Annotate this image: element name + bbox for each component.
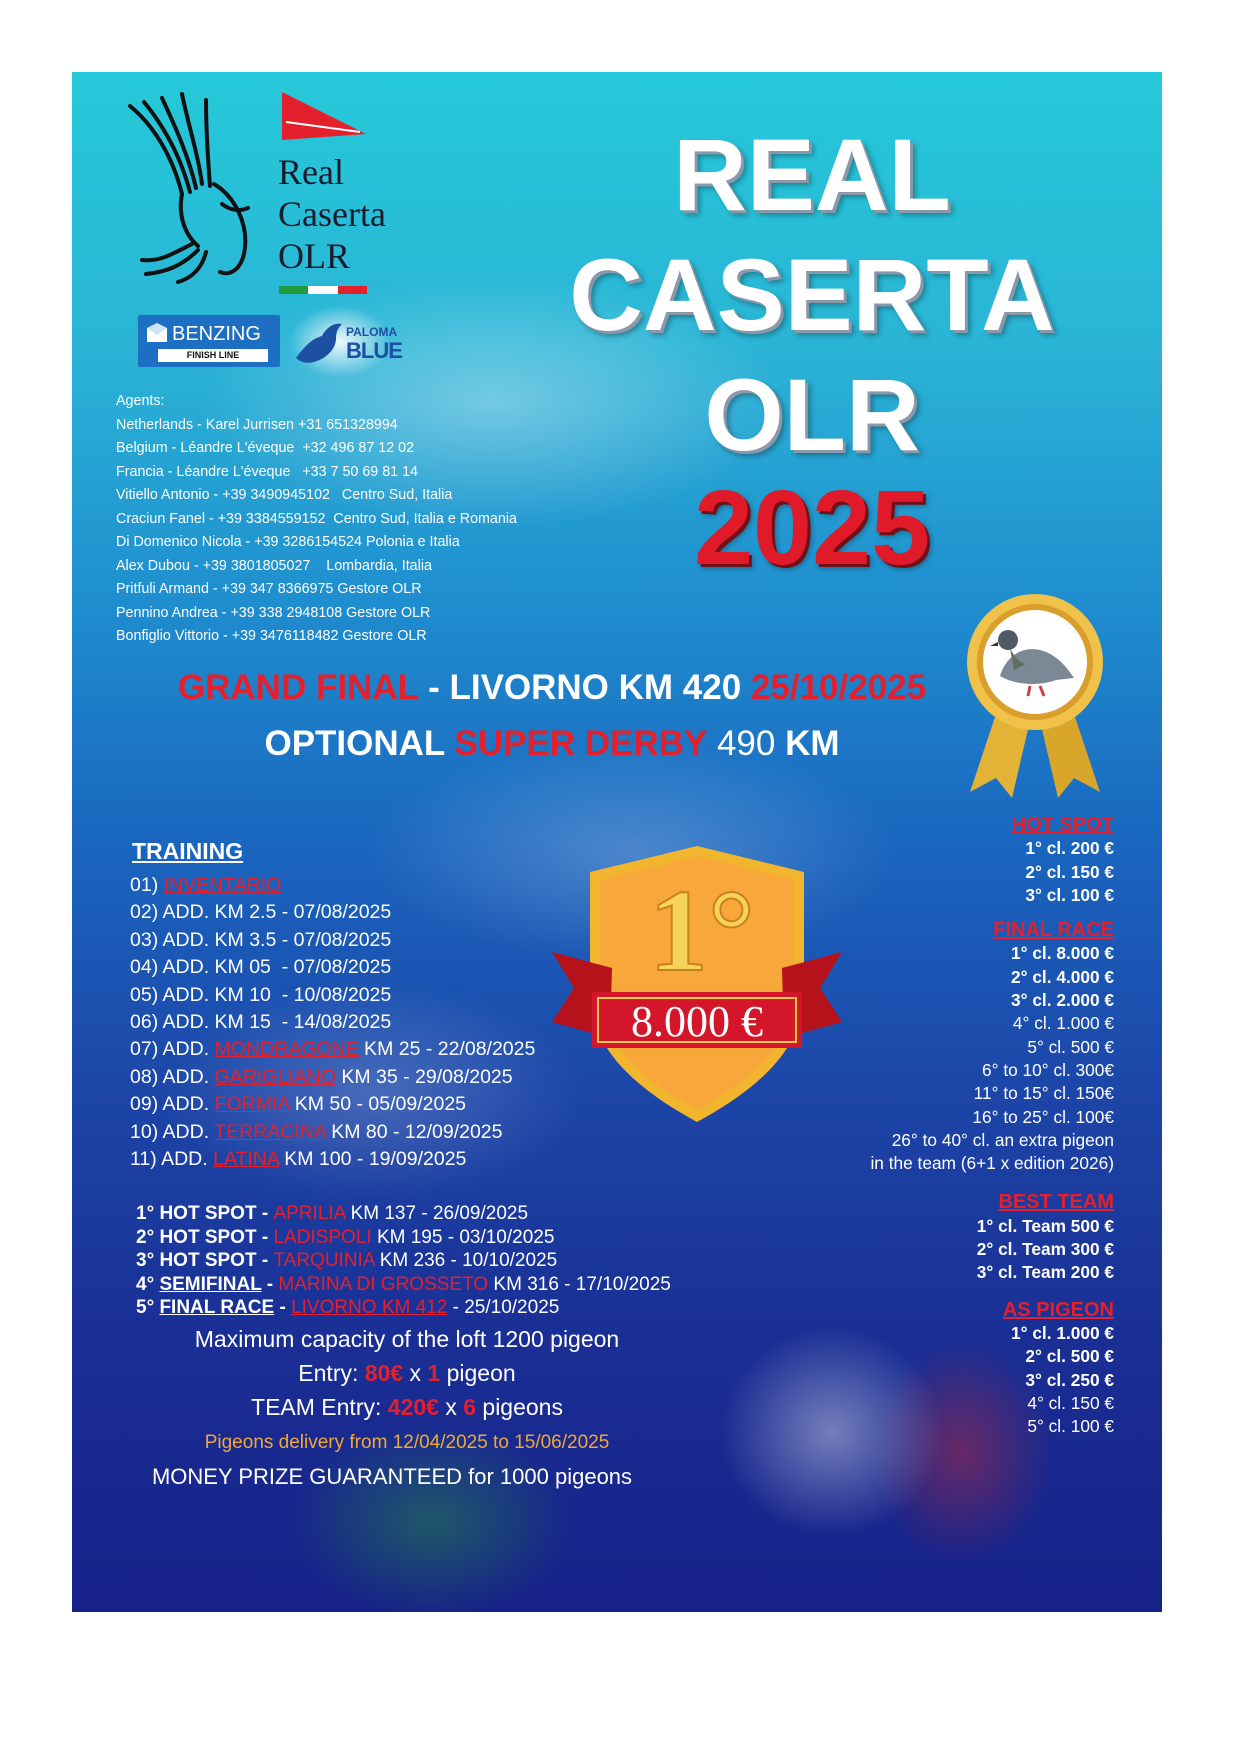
entry-price: 80€ xyxy=(364,1360,404,1386)
training-item-red: MONDRAGONE xyxy=(214,1038,359,1061)
badge-rank: 1° xyxy=(648,865,756,996)
as-pigeon-prize-row: 3° cl. 250 € xyxy=(1025,1369,1114,1390)
final-race-prize-row: 5° cl. 500 € xyxy=(1027,1036,1114,1057)
optional-derby-line xyxy=(112,724,992,764)
training-item-pre: 05) ADD. KM 10 - 10/08/2025 xyxy=(130,983,392,1006)
as-pigeon-prize-row: 5° cl. 100 € xyxy=(1027,1416,1114,1437)
title-caserta: CASERTA xyxy=(569,238,1055,352)
race-num: 5° xyxy=(136,1297,160,1318)
grand-final-label: GRAND FINAL xyxy=(177,668,419,707)
as-pigeon-prize-row: 2° cl. 500 € xyxy=(1025,1346,1114,1367)
title-real: REAL xyxy=(673,118,951,232)
final-race-prize-row: 16° to 25° cl. 100€ xyxy=(972,1106,1114,1127)
training-list xyxy=(130,872,535,1173)
race-rest: - 25/10/2025 xyxy=(447,1297,560,1318)
training-item-pre: 02) ADD. KM 2.5 - 07/08/2025 xyxy=(130,901,392,924)
logo-text-real: Real xyxy=(278,152,344,192)
training-item-pre: 01) xyxy=(130,874,164,896)
final-race-prize-row: in the team (6+1 x edition 2026) xyxy=(870,1153,1114,1174)
prize-table xyxy=(784,814,1114,1438)
best-team-prize-row: 1° cl. Team 500 € xyxy=(976,1215,1114,1236)
training-item xyxy=(130,1119,535,1146)
training-item xyxy=(130,1009,535,1036)
paloma-blue-logo xyxy=(284,302,402,382)
training-item-post: KM 80 - 12/09/2025 xyxy=(325,1120,503,1143)
race-label: HOT SPOT xyxy=(159,1203,257,1224)
agent-entry: Bonfiglio Vittorio - +39 3476118482 Gestore OLR xyxy=(116,628,427,644)
as-pigeon-heading: AS PIGEON xyxy=(1002,1298,1114,1321)
flag-icon xyxy=(280,92,370,142)
training-item xyxy=(130,899,535,926)
training-item-post: KM 100 - 19/09/2025 xyxy=(278,1148,467,1171)
team-price: 420€ xyxy=(387,1394,439,1420)
agent-entry: Craciun Fanel - +39 3384559152 Centro Sud, Italia e Romania xyxy=(116,510,517,527)
best-team-prize-row: 2° cl. Team 300 € xyxy=(976,1239,1114,1260)
training-item-red: LATINA xyxy=(213,1148,279,1171)
as-pigeon-prize-row: 1° cl. 1.000 € xyxy=(1011,1322,1114,1343)
final-race-prize-row: 3° cl. 2.000 € xyxy=(1011,990,1114,1011)
training-item-pre: 10) ADD. xyxy=(130,1120,215,1143)
final-race-prize-row: 4° cl. 1.000 € xyxy=(1012,1013,1114,1034)
race-item xyxy=(136,1226,671,1250)
pigeon-icon xyxy=(292,314,348,370)
final-race-prize-row: 6° to 10° cl. 300€ xyxy=(982,1059,1114,1080)
race-sep: - xyxy=(261,1273,279,1295)
training-item-post: KM 25 - 22/08/2025 xyxy=(358,1038,536,1061)
super-derby-unit: KM xyxy=(785,724,840,763)
prize-guarantee: MONEY PRIZE GUARANTEED for 1000 pigeons xyxy=(151,1464,633,1489)
race-num: 3° xyxy=(136,1250,160,1271)
team-qty: 6 xyxy=(463,1394,477,1420)
training-item-pre: 06) ADD. KM 15 - 14/08/2025 xyxy=(130,1011,392,1034)
training-item xyxy=(130,1146,535,1173)
agent-entry: Pritfuli Armand - +39 347 8366975 Gestore OLR xyxy=(116,581,422,597)
training-item-pre: 07) ADD. xyxy=(130,1038,215,1061)
agent-entry: Vitiello Antonio - +39 3490945102 Centro Sud, Italia xyxy=(116,487,453,503)
race-label: SEMIFINAL xyxy=(159,1273,262,1295)
best-team-prize-row: 3° cl. Team 200 € xyxy=(976,1262,1114,1283)
race-sep: - xyxy=(256,1203,274,1224)
training-item-pre: 11) ADD. xyxy=(130,1148,214,1171)
race-num: 1° xyxy=(136,1203,160,1224)
training-item xyxy=(130,1091,535,1118)
entry-pre: Entry: xyxy=(298,1360,365,1386)
hot-spot-prize-row: 2° cl. 150 € xyxy=(1025,861,1114,882)
training-item-pre: 04) ADD. KM 05 - 07/08/2025 xyxy=(130,956,392,979)
super-derby-label: SUPER DERBY xyxy=(454,724,708,763)
hot-spot-prize-row: 1° cl. 200 € xyxy=(1025,838,1114,859)
race-sep: - xyxy=(274,1297,292,1318)
training-item-red: GARIGLIANO xyxy=(214,1065,336,1088)
agent-entry: Netherlands - Karel Jurrisen +31 651328994 xyxy=(116,416,398,433)
training-item xyxy=(130,982,535,1009)
race-label: FINAL RACE xyxy=(159,1297,275,1318)
training-item-post: KM 35 - 29/08/2025 xyxy=(335,1065,513,1088)
training-heading: TRAINING xyxy=(132,838,244,864)
final-race-heading: FINAL RACE xyxy=(993,919,1114,942)
logo-text-olr: OLR xyxy=(278,236,350,276)
italian-tricolor xyxy=(279,286,367,294)
final-race-prize-row: 26° to 40° cl. an extra pigeon xyxy=(891,1129,1114,1150)
super-derby-km: 490 xyxy=(707,724,786,763)
entry-post: pigeon xyxy=(440,1360,516,1386)
agent-entry: Alex Dubou - +39 3801805027 Lombardia, Italia xyxy=(116,557,432,574)
race-rest: KM 316 - 17/10/2025 xyxy=(488,1273,671,1295)
agent-entry: Francia - Léandre L'éveque +33 7 50 69 81 14 xyxy=(116,463,418,480)
agent-entry: Pennino Andrea - +39 338 2948108 Gestore OLR xyxy=(116,604,431,621)
as-pigeon-prize-row: 4° cl. 150 € xyxy=(1027,1392,1114,1413)
training-item-red: FORMIA xyxy=(214,1093,290,1116)
final-race-prize-row: 11° to 15° cl. 150€ xyxy=(973,1083,1114,1104)
poster xyxy=(72,72,1162,1612)
race-label: HOT SPOT xyxy=(159,1226,257,1248)
training-item-red: TERRACINA xyxy=(214,1120,326,1143)
training-item-pre: 03) ADD. KM 3.5 - 07/08/2025 xyxy=(130,928,392,951)
title-olr: OLR xyxy=(704,358,920,472)
team-x: x xyxy=(438,1394,464,1420)
race-place: MARINA DI GROSSETO xyxy=(278,1273,489,1295)
race-item xyxy=(136,1296,671,1320)
title-year: 2025 xyxy=(694,469,930,587)
hot-spot-prize-row: 3° cl. 100 € xyxy=(1025,884,1114,905)
eagle-icon xyxy=(122,84,272,284)
agent-entry: Belgium - Léandre L'éveque +32 496 87 12 02 xyxy=(116,440,415,456)
benzing-logo xyxy=(138,315,280,367)
paloma-line2: BLUE xyxy=(346,338,402,363)
entry-qty: 1 xyxy=(427,1360,441,1386)
envelope-icon xyxy=(146,323,168,343)
training-item xyxy=(130,927,535,954)
race-label: HOT SPOT xyxy=(159,1250,257,1271)
race-num: 4° xyxy=(136,1273,160,1295)
race-place: LADISPOLI xyxy=(273,1226,372,1248)
race-rest: KM 195 - 03/10/2025 xyxy=(371,1226,555,1248)
agents-list xyxy=(116,390,517,649)
race-schedule xyxy=(136,1202,671,1320)
race-sep: - xyxy=(256,1226,274,1248)
team-entry-line xyxy=(112,1390,702,1424)
team-pre: TEAM Entry: xyxy=(251,1394,388,1420)
training-item-post: KM 50 - 05/09/2025 xyxy=(289,1093,467,1116)
training-item xyxy=(130,1036,535,1063)
logo-text-caserta: Caserta xyxy=(278,194,386,234)
badge-amount: 8.000 € xyxy=(631,997,763,1046)
capacity-text: Maximum capacity of the loft 1200 pigeon xyxy=(194,1326,620,1352)
training-item xyxy=(130,872,535,899)
entry-info xyxy=(112,1322,702,1424)
race-num: 2° xyxy=(136,1226,160,1248)
hot-spot-heading: HOT SPOT xyxy=(1011,814,1114,836)
delivery-dates: Pigeons delivery from 12/04/2025 to 15/06/2025 xyxy=(204,1432,610,1453)
race-place: LIVORNO KM 412 xyxy=(291,1297,448,1318)
entry-line xyxy=(112,1356,702,1390)
entry-x: x xyxy=(403,1360,428,1386)
final-race-prize-row: 2° cl. 4.000 € xyxy=(1011,966,1114,987)
race-rest: KM 236 - 10/10/2025 xyxy=(374,1250,558,1271)
agents-heading: Agents: xyxy=(116,393,165,409)
race-place: APRILIA xyxy=(273,1203,346,1224)
team-post: pigeons xyxy=(476,1394,563,1420)
race-item xyxy=(136,1273,671,1297)
benzing-sub: FINISH LINE xyxy=(158,349,268,362)
race-item xyxy=(136,1202,671,1226)
optional-label: OPTIONAL xyxy=(264,724,455,763)
grand-final-route: - LIVORNO KM 420 xyxy=(418,668,751,707)
agent-entry: Di Domenico Nicola - +39 3286154524 Polonia e Italia xyxy=(116,534,460,550)
training-item xyxy=(130,954,535,981)
final-race-prize-row: 1° cl. 8.000 € xyxy=(1011,943,1114,964)
grand-final-line xyxy=(112,668,992,708)
race-place: TARQUINIA xyxy=(273,1250,375,1271)
best-team-heading: BEST TEAM xyxy=(998,1191,1114,1214)
training-item-pre: 08) ADD. xyxy=(130,1065,215,1088)
benzing-name: BENZING xyxy=(172,323,261,345)
race-item xyxy=(136,1249,671,1273)
grand-final-date: 25/10/2025 xyxy=(750,668,927,707)
race-sep: - xyxy=(256,1250,274,1271)
training-item xyxy=(130,1064,535,1091)
race-rest: KM 137 - 26/09/2025 xyxy=(345,1203,529,1224)
training-item-pre: 09) ADD. xyxy=(130,1093,215,1116)
paloma-line1: PALOMA xyxy=(346,325,398,339)
training-item-red: INVENTARIO xyxy=(163,874,282,896)
